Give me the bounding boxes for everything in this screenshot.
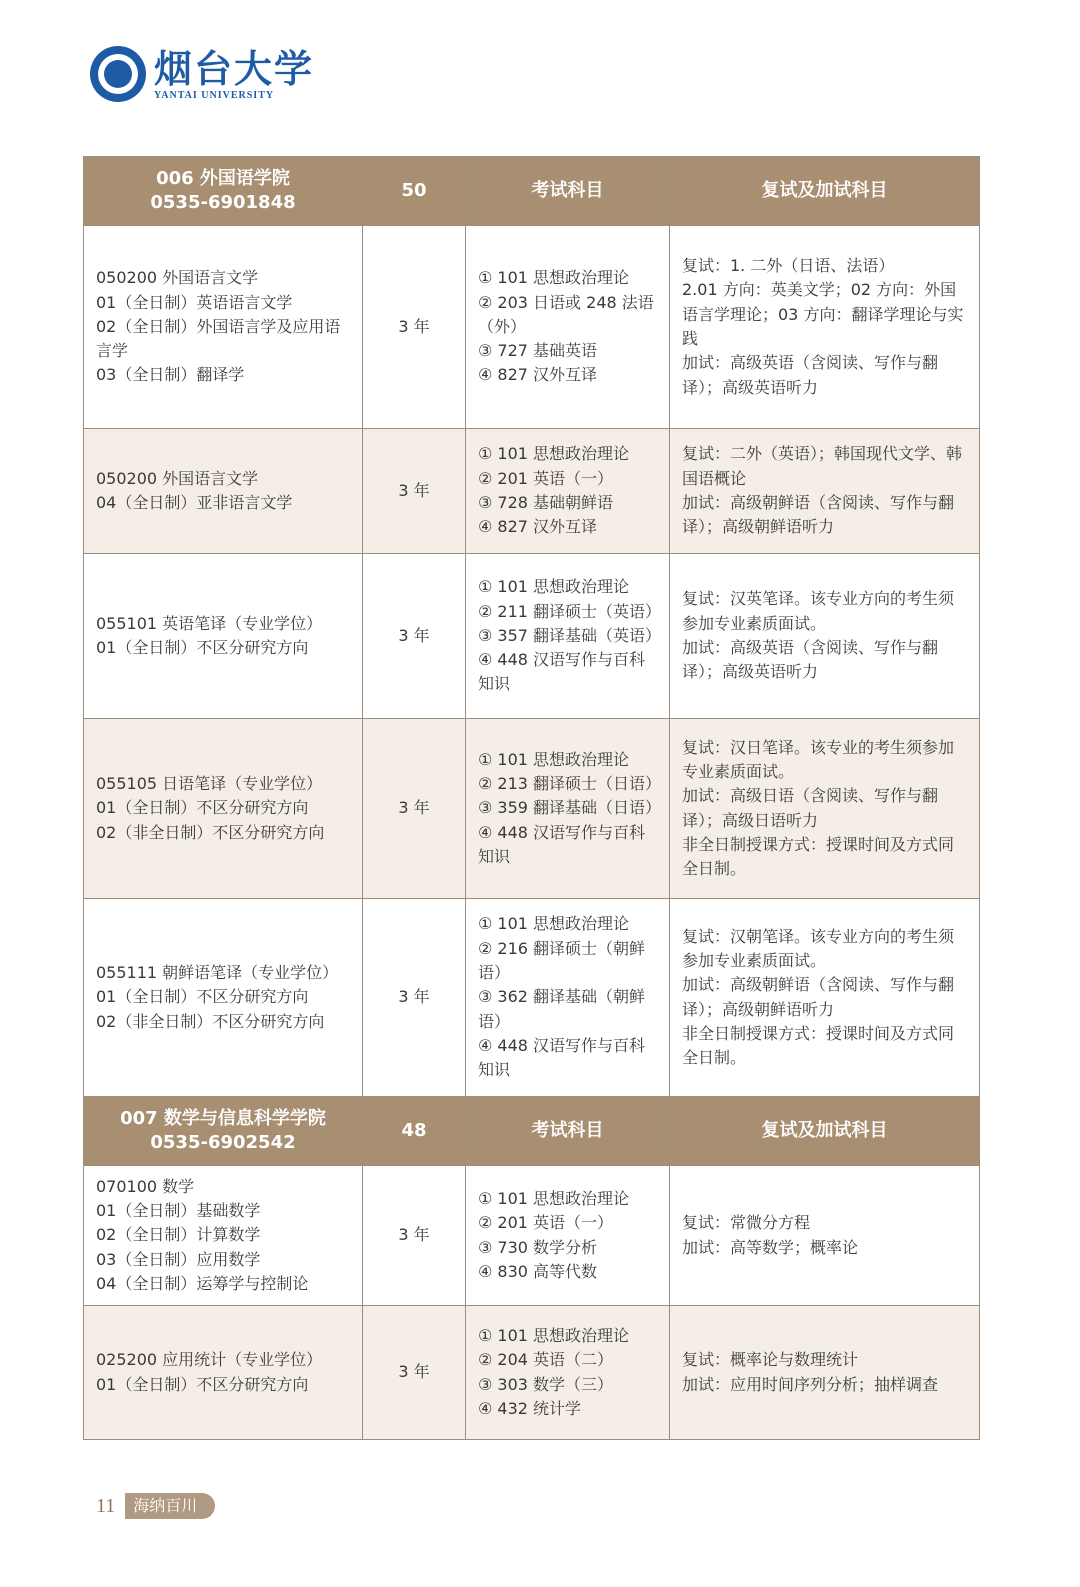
retest-subjects-cell-line: 复试：汉英笔译。该专业方向的考生须参加专业素质面试。 [682,589,955,633]
major-cell-line: 070100 数学 [96,1176,195,1196]
table-row [84,1306,980,1440]
major-cell-line: 02（全日制）计算数学 [96,1225,261,1245]
exam-subjects-cell-line: ③ 303 数学（三） [478,1374,614,1394]
major-cell-line: 01（全日制）不区分研究方向 [96,1374,309,1394]
major-cell-line: 025200 应用统计（专业学位） [96,1350,323,1370]
exam-subjects-cell-line: ② 201 英语（一） [478,468,614,488]
study-years: 3 年 [363,719,466,899]
school-name-line: 0535-6902542 [150,1132,296,1153]
major-cell [84,429,363,554]
exam-subjects-cell-line: ① 101 思想政治理论 [478,749,630,769]
major-cell-line: 01（全日制）基础数学 [96,1201,261,1221]
retest-subjects-cell-line: 复试：汉朝笔译。该专业方向的考生须参加专业素质面试。 [682,926,955,970]
exam-subjects-cell-line: ② 203 日语或 248 法语（外） [478,292,654,336]
major-cell-line: 03（全日制）应用数学 [96,1249,261,1269]
retest-subjects-cell-line: 加试：高级英语（含阅读、写作与翻译）；高级英语听力 [682,638,939,682]
enrollment-quota: 48 [363,1097,466,1166]
retest-subjects-cell [670,899,980,1097]
retest-subjects-cell-line: 非全日制授课方式：授课时间及方式同全日制。 [682,1023,955,1068]
major-cell-line: 04（全日制）亚非语言文学 [96,493,293,512]
university-emblem-icon [90,46,146,102]
school-name [84,157,363,226]
exam-subjects-cell [466,554,670,719]
retest-subjects-cell-line: 加试：高级朝鲜语（含阅读、写作与翻译）；高级朝鲜语听力 [682,493,955,537]
retest-subjects-cell-line: 加试：高级朝鲜语（含阅读、写作与翻译）；高级朝鲜语听力 [682,975,955,1019]
exam-subjects-cell [466,1306,670,1440]
school-name-line: 006 外国语学院 [156,168,290,189]
study-years: 3 年 [363,554,466,719]
major-cell [84,1306,363,1440]
exam-subjects-cell-line: ② 211 翻译硕士（英语） [478,601,662,621]
study-years: 3 年 [363,429,466,554]
school-name-line: 007 数学与信息科学学院 [120,1108,326,1129]
exam-subjects-header: 考试科目 [466,157,670,226]
section-header-row [84,1097,980,1166]
retest-subjects-header: 复试及加试科目 [670,157,980,226]
logo-english-name: YANTAI UNIVERSITY [154,89,275,101]
major-cell-line: 02（全日制）外国语言学及应用语言学 [96,316,341,361]
retest-subjects-cell-line: 复试：概率论与数理统计 [682,1350,859,1370]
exam-subjects-cell [466,1166,670,1306]
exam-subjects-cell-line: ① 101 思想政治理论 [478,1325,630,1345]
section-header-row [84,157,980,226]
major-cell-line: 03（全日制）翻译学 [96,365,245,385]
exam-subjects-cell [466,226,670,429]
enrollment-quota: 50 [363,157,466,226]
study-years: 3 年 [363,899,466,1097]
study-years: 3 年 [363,1306,466,1440]
retest-subjects-cell [670,719,980,899]
exam-subjects-cell-line: ② 204 英语（二） [478,1350,614,1370]
exam-subjects-cell-line: ③ 728 基础朝鲜语 [478,493,614,512]
study-years: 3 年 [363,226,466,429]
logo-chinese-name: 烟台大学 [154,45,315,91]
major-cell [84,719,363,899]
footer-tag: 海纳百川 [125,1493,215,1519]
major-cell [84,226,363,429]
exam-subjects-cell-line: ③ 362 翻译基础（朝鲜语） [478,987,646,1031]
exam-subjects-cell-line: ③ 359 翻译基础（日语） [478,798,662,818]
exam-subjects-cell-line: ② 201 英语（一） [478,1213,614,1233]
table-row [84,719,980,899]
exam-subjects-cell-line: ③ 727 基础英语 [478,341,598,361]
exam-subjects-cell-line: ④ 827 汉外互译 [478,365,598,385]
exam-subjects-cell-line: ④ 448 汉语写作与百科知识 [478,650,646,694]
retest-subjects-cell [670,1306,980,1440]
major-cell-line: 050200 外国语言文学 [96,268,259,288]
exam-subjects-cell [466,899,670,1097]
admission-table [83,156,980,1440]
exam-subjects-cell-line: ② 216 翻译硕士（朝鲜语） [478,938,646,983]
retest-subjects-cell-line: 非全日制授课方式：授课时间及方式同全日制。 [682,834,955,879]
page-footer [96,1493,215,1519]
retest-subjects-cell-line: 复试：汉日笔译。该专业的考生须参加专业素质面试。 [682,737,955,781]
retest-subjects-cell-line: 加试：高级日语（含阅读、写作与翻译）；高级日语听力 [682,786,939,830]
exam-subjects-cell-line: ④ 830 高等代数 [478,1261,598,1281]
exam-subjects-cell-line: ① 101 思想政治理论 [478,1188,630,1208]
retest-subjects-cell-line: 2.01 方向：英美文学；02 方向：外国语言学理论；03 方向：翻译学理论与实践 [682,280,964,348]
retest-subjects-cell [670,429,980,554]
school-name-line: 0535-6901848 [150,192,296,213]
table-row [84,429,980,554]
exam-subjects-cell-line: ① 101 思想政治理论 [478,914,630,934]
exam-subjects-cell-line: ① 101 思想政治理论 [478,268,630,288]
exam-subjects-cell-line: ④ 448 汉语写作与百科知识 [478,822,646,866]
exam-subjects-cell-line: ① 101 思想政治理论 [478,577,630,597]
major-cell-line: 01（全日制）不区分研究方向 [96,987,309,1007]
major-cell [84,554,363,719]
exam-subjects-cell [466,429,670,554]
retest-subjects-cell-line: 加试：应用时间序列分析；抽样调查 [682,1374,939,1394]
major-cell-line: 055105 日语笔译（专业学位） [96,774,323,794]
retest-subjects-cell-line: 复试：常微分方程 [682,1213,811,1233]
major-cell-line: 02（非全日制）不区分研究方向 [96,1011,325,1031]
exam-subjects-cell-line: ③ 730 数学分析 [478,1237,598,1257]
university-logo [90,46,314,102]
study-years: 3 年 [363,1166,466,1306]
retest-subjects-cell [670,554,980,719]
major-cell-line: 055111 朝鲜语笔译（专业学位） [96,963,339,983]
retest-subjects-cell-line: 复试：二外（英语）；韩国现代文学、韩国语概论 [682,444,963,488]
major-cell-line: 01（全日制）不区分研究方向 [96,638,309,657]
exam-subjects-cell-line: ④ 432 统计学 [478,1398,582,1418]
retest-subjects-header: 复试及加试科目 [670,1097,980,1166]
table-row [84,554,980,719]
table-row [84,226,980,429]
exam-subjects-cell-line: ③ 357 翻译基础（英语） [478,625,662,645]
major-cell-line: 04（全日制）运筹学与控制论 [96,1273,309,1293]
school-name [84,1097,363,1166]
major-cell-line: 02（非全日制）不区分研究方向 [96,822,325,842]
major-cell-line: 01（全日制）英语语言文学 [96,292,293,312]
major-cell-line: 050200 外国语言文学 [96,468,259,488]
exam-subjects-cell-line: ④ 827 汉外互译 [478,517,598,537]
retest-subjects-cell [670,1166,980,1306]
table-row [84,1166,980,1306]
retest-subjects-cell-line: 加试：高级英语（含阅读、写作与翻译）；高级英语听力 [682,353,939,397]
exam-subjects-cell-line: ① 101 思想政治理论 [478,444,630,464]
exam-subjects-cell [466,719,670,899]
table-row [84,899,980,1097]
exam-subjects-cell-line: ② 213 翻译硕士（日语） [478,774,662,794]
retest-subjects-cell-line: 加试：高等数学；概率论 [682,1237,859,1257]
major-cell-line: 055101 英语笔译（专业学位） [96,613,323,633]
retest-subjects-cell [670,226,980,429]
page-number: 11 [96,1494,116,1517]
major-cell [84,1166,363,1306]
exam-subjects-header: 考试科目 [466,1097,670,1166]
major-cell [84,899,363,1097]
exam-subjects-cell-line: ④ 448 汉语写作与百科知识 [478,1035,646,1080]
retest-subjects-cell-line: 复试：1. 二外（日语、法语） [682,256,895,276]
major-cell-line: 01（全日制）不区分研究方向 [96,798,309,818]
